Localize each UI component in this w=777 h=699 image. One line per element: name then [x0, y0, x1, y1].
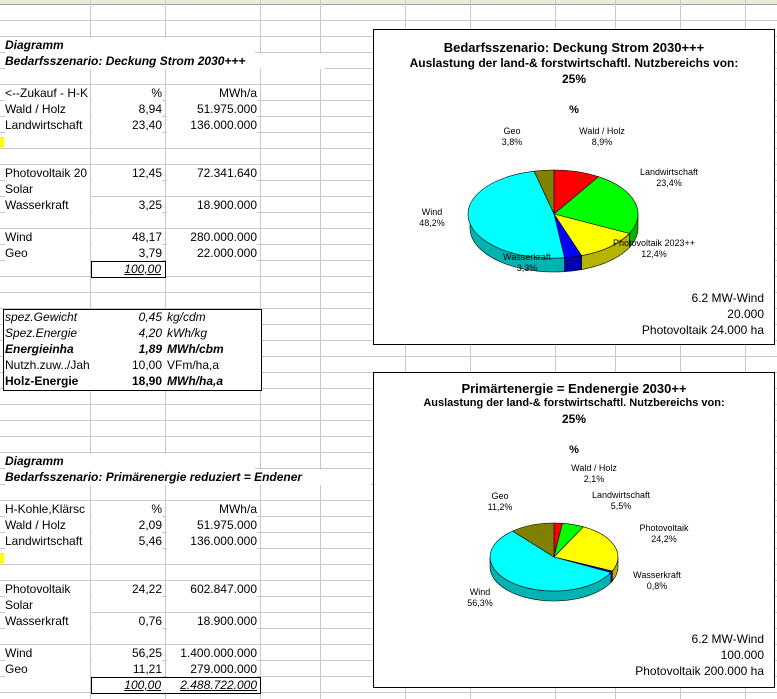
header-unit[interactable]: MWh/a	[167, 502, 257, 517]
row-value[interactable]: 280.000.000	[167, 230, 257, 245]
prop-value[interactable]: 18,90	[131, 374, 162, 388]
prop-label[interactable]: Energieinha	[5, 342, 74, 356]
prop-value[interactable]: 4,20	[138, 326, 162, 340]
prop-label[interactable]: Nutzh.zuw../Jah	[5, 358, 90, 372]
chart-title: Bedarfsszenario: Deckung Strom 2030+++	[443, 40, 705, 55]
prop-unit[interactable]: MWh/ha,a	[167, 374, 223, 388]
highlight-marker	[0, 137, 4, 147]
slice-label-landwirtschaft: Landwirtschaft 5,5%	[591, 490, 651, 511]
slice-label-photovoltaik: Photovoltaik 24,2%	[639, 523, 689, 544]
chart-footer: 6.2 MW-Wind 20.000 Photovoltaik 24.000 ha	[641, 291, 764, 337]
slice-label-geo: Geo 11,2%	[487, 491, 513, 512]
chart-unit-label: %	[569, 444, 579, 456]
prop-label[interactable]: spez.Gewicht	[5, 310, 78, 324]
row-value[interactable]: 22.000.000	[167, 246, 257, 261]
grid-line	[0, 20, 777, 21]
slice-label-landwirtschaft: Landwirtschaft 23,4%	[639, 167, 699, 188]
row-pct[interactable]: 48,17	[92, 230, 162, 245]
row-pct[interactable]: 23,40	[92, 118, 162, 133]
slice-label-wald: Wald / Holz 2,1%	[571, 463, 617, 484]
prop-unit[interactable]: MWh/cbm	[167, 342, 224, 356]
total-value[interactable]: 2.488.722.000	[180, 678, 257, 692]
row-label[interactable]: Wind	[5, 646, 90, 661]
prop-unit[interactable]: VFm/ha,a	[167, 358, 220, 372]
row-label[interactable]: Wasserkraft	[5, 198, 90, 213]
chart-unit-label: %	[569, 104, 579, 116]
row-label[interactable]: Solar	[5, 598, 90, 613]
total-pct[interactable]: 100,00	[124, 678, 161, 692]
diagramm-label[interactable]: Diagramm	[5, 454, 255, 469]
prop-value[interactable]: 10,00	[131, 358, 162, 372]
scenario-title[interactable]: Bedarfsszenario: Primärenergie reduziert = Endener	[5, 470, 371, 485]
row-pct[interactable]: 56,25	[92, 646, 162, 661]
slice-label-wind: Wind 48,2%	[419, 207, 445, 228]
row-value[interactable]: 18.900.000	[167, 614, 257, 629]
header-pct[interactable]: %	[92, 86, 162, 101]
total-pct[interactable]: 100,00	[124, 262, 161, 276]
row-pct[interactable]: 3,25	[92, 198, 162, 213]
chart-subtitle-pct: 25%	[561, 412, 587, 426]
slice-label-wind: Wind 56,3%	[467, 587, 493, 608]
chart-subtitle: Auslastung der land-& forstwirtschaftl. Nutzbereichs von:	[423, 397, 725, 409]
prop-unit[interactable]: kg/cdm	[167, 310, 206, 324]
column-header-bar[interactable]	[0, 0, 777, 5]
row-label[interactable]: Wald / Holz	[5, 518, 90, 533]
row-label[interactable]: Photovoltaik 20	[5, 166, 90, 181]
slice-label-geo: Geo 3,8%	[501, 126, 523, 147]
row-pct[interactable]: 3,79	[92, 246, 162, 261]
row-label[interactable]: Landwirtschaft	[5, 118, 90, 133]
prop-label[interactable]: Holz-Energie	[5, 374, 79, 388]
header-col-a[interactable]: <--Zukauf - H-K	[5, 86, 89, 100]
chart-subtitle-pct: 25%	[561, 72, 587, 86]
row-label[interactable]: Wald / Holz	[5, 102, 90, 117]
row-label[interactable]: Geo	[5, 246, 90, 261]
row-label[interactable]: Solar	[5, 182, 90, 197]
chart-footer: 6.2 MW-Wind 100.000 Photovoltaik 200.000 ha	[635, 632, 764, 678]
slice-label-photovoltaik: Photovoltaik 2023++ 12,4%	[612, 238, 696, 259]
pie-chart-1[interactable]	[373, 29, 775, 345]
scenario-title[interactable]: Bedarfsszenario: Deckung Strom 2030+++	[5, 54, 325, 69]
chart-title: Primärtenergie = Endenergie 2030++	[461, 381, 687, 396]
slice-label-wasserkraft: Wasserkraft 0,8%	[633, 570, 681, 591]
header-pct[interactable]: %	[92, 502, 162, 517]
prop-value[interactable]: 0,45	[138, 310, 162, 324]
slice-label-wald: Wald / Holz 8,9%	[579, 126, 625, 147]
row-value[interactable]: 279.000.000	[167, 662, 257, 677]
row-label[interactable]: Wasserkraft	[5, 614, 90, 629]
row-value[interactable]: 602.847.000	[167, 582, 257, 597]
row-value[interactable]: 51.975.000	[167, 518, 257, 533]
row-label[interactable]: Wind	[5, 230, 90, 245]
row-value[interactable]: 72.341.640	[167, 166, 257, 181]
row-pct[interactable]: 5,46	[92, 534, 162, 549]
row-pct[interactable]: 0,76	[92, 614, 162, 629]
highlight-marker	[0, 553, 4, 563]
chart-subtitle: Auslastung der land-& forstwirtschaftl. Nutzbereichs von:	[409, 56, 739, 70]
row-pct[interactable]: 8,94	[92, 102, 162, 117]
header-col-a[interactable]: H-Kohle,Klärsc	[5, 502, 90, 517]
prop-value[interactable]: 1,89	[138, 342, 162, 356]
row-label[interactable]: Photovoltaik	[5, 582, 90, 597]
prop-unit[interactable]: kWh/kg	[167, 326, 208, 340]
row-pct[interactable]: 2,09	[92, 518, 162, 533]
row-value[interactable]: 136.000.000	[167, 534, 257, 549]
row-value[interactable]: 18.900.000	[167, 198, 257, 213]
diagramm-label[interactable]: Diagramm	[5, 38, 255, 53]
row-pct[interactable]: 24,22	[92, 582, 162, 597]
pie-chart-2[interactable]	[373, 372, 775, 688]
row-value[interactable]: 136.000.000	[167, 118, 257, 133]
row-pct[interactable]: 11,21	[92, 662, 162, 677]
pie-slice-side	[565, 256, 582, 272]
row-value[interactable]: 1.400.000.000	[167, 646, 257, 661]
slice-label-wasserkraft: Wasserkraft 3,3%	[503, 252, 551, 273]
row-value[interactable]: 51.975.000	[167, 102, 257, 117]
row-label[interactable]: Landwirtschaft	[5, 534, 90, 549]
row-pct[interactable]: 12,45	[92, 166, 162, 181]
row-label[interactable]: Geo	[5, 662, 90, 677]
grid-line	[320, 0, 321, 699]
prop-label[interactable]: Spez.Energie	[5, 326, 78, 340]
header-unit[interactable]: MWh/a	[167, 86, 257, 101]
